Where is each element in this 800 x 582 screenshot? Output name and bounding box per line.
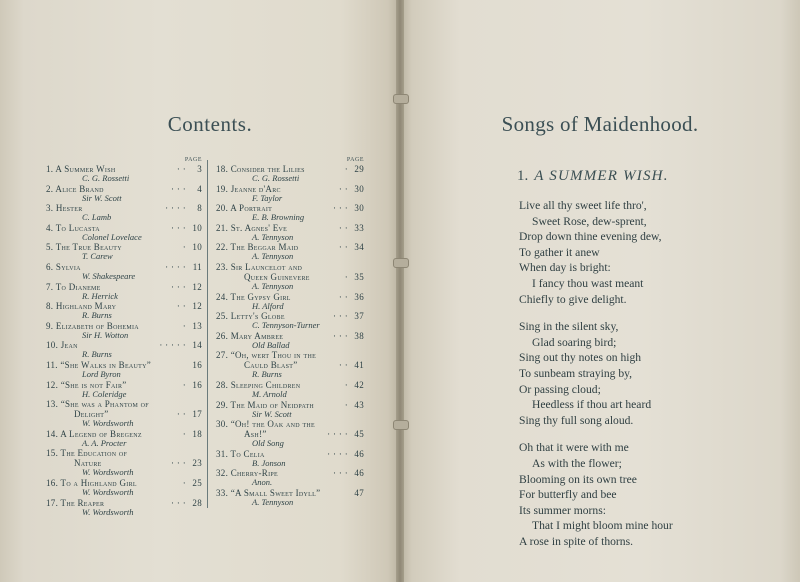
toc-leader-dots: · (182, 428, 186, 439)
toc-entry (216, 419, 366, 449)
poem-heading (517, 168, 669, 185)
toc-page-number: 45 (354, 429, 364, 440)
poem-line: To gather it anew (519, 245, 600, 259)
toc-entry-author: Sir W. Scott (82, 192, 122, 203)
toc-entry (216, 350, 366, 380)
poem-number: 1. (517, 168, 529, 184)
toc-leader-dots: · (344, 271, 348, 282)
toc-page-number: 17 (192, 409, 202, 420)
toc-entry (216, 184, 366, 204)
toc-page-number: 16 (192, 359, 202, 370)
poem-stanza (519, 198, 779, 307)
toc-leader-dots: · · (338, 183, 348, 194)
toc-entry (46, 203, 204, 223)
poem-line: Its summer morns: (519, 503, 606, 517)
toc-page-number: 37 (354, 311, 364, 322)
toc-entry (46, 184, 204, 204)
toc-page-number: 12 (192, 281, 202, 292)
toc-entry-author: A. Tennyson (252, 231, 294, 242)
toc-page-number: 30 (354, 203, 364, 214)
toc-page-number: 4 (197, 183, 202, 194)
toc-leader-dots: · · · (171, 183, 186, 194)
toc-entry-author: W. Wordsworth (82, 506, 134, 517)
toc-leader-dots: · · (338, 360, 348, 371)
toc-page-number: 10 (192, 222, 202, 233)
toc-entry-title: 33. “A Small Sweet Idyll” 47 (216, 487, 364, 498)
toc-leader-dots: · (182, 477, 186, 488)
toc-page-number: 42 (354, 379, 364, 390)
poem-line: Drop down thine evening dew, (519, 230, 662, 244)
toc-entry-title-cont: Nature · · · 23 (74, 458, 202, 469)
toc-entry-author: W. Wordsworth (82, 418, 134, 429)
poem-line: Sing out thy notes on high (519, 351, 642, 365)
toc-entry-title: 29. The Maid of Neidpath · 43 (216, 399, 364, 410)
toc-column-left (46, 157, 204, 517)
toc-page-number: 12 (192, 301, 202, 312)
toc-page-number: 29 (354, 164, 364, 174)
toc-leader-dots: · · (176, 301, 186, 312)
poem-line: Sing thy full song aloud. (519, 413, 634, 427)
toc-leader-dots: · · (176, 164, 186, 174)
toc-entry (46, 380, 204, 400)
toc-entry-title: 32. Cherry-Ripe · · · 46 (216, 468, 364, 479)
poem-line: To sunbeam straying by, (519, 366, 633, 380)
poem-stanza (519, 319, 779, 428)
toc-leader-dots: · · · (333, 311, 348, 322)
poem-line: When day is bright: (519, 261, 611, 275)
toc-leader-dots: · · · (171, 281, 186, 292)
poem-line: Or passing cloud; (519, 382, 601, 396)
toc-entry (46, 340, 204, 360)
toc-entry (216, 488, 366, 508)
toc-entry-author: Colonel Lovelace (82, 231, 142, 242)
toc-entry-author: A. A. Procter (82, 437, 127, 448)
poem-line: Sweet Rose, dew-sprent, (532, 214, 647, 228)
toc-entry (46, 282, 204, 302)
toc-leader-dots: · · · · (165, 203, 186, 214)
toc-entry-title: 15. The Education of (46, 448, 128, 459)
toc-entry-title: 10. Jean · · · · · 14 (46, 340, 202, 351)
toc-page-number: 46 (354, 448, 364, 459)
toc-entry-title: 24. The Gypsy Girl · · 36 (216, 291, 364, 302)
toc-entry-title-cont: Queen Guinevere · 35 (244, 271, 364, 282)
toc-entry-author: Lord Byron (82, 368, 121, 379)
toc-entry-title: 3. Hester · · · · 8 (46, 203, 202, 214)
toc-entry-author: C. G. Rossetti (252, 173, 300, 183)
toc-page-number: 47 (354, 487, 364, 498)
toc-entry (216, 380, 366, 400)
toc-entry-author: Sir H. Wotton (82, 329, 129, 340)
toc-entry (216, 331, 366, 351)
toc-entry (216, 242, 366, 262)
toc-page-number: 13 (192, 320, 202, 331)
toc-leader-dots: · · · · (165, 261, 186, 272)
poem-line: Sing in the silent sky, (519, 320, 619, 334)
column-divider (207, 160, 208, 508)
toc-entry (216, 311, 366, 331)
toc-leader-dots: · · · (333, 203, 348, 214)
poem-line: I fancy thou wast meant (532, 276, 644, 290)
toc-entry-author: M. Arnold (252, 388, 287, 399)
toc-entry-title: 19. Jeanne d'Arc · · 30 (216, 183, 364, 194)
toc-page-number: 43 (354, 399, 364, 410)
toc-entry (46, 321, 204, 341)
poem-line: Blooming on its own tree (519, 472, 637, 486)
toc-entry-author: H. Coleridge (82, 388, 127, 399)
toc-entry-author: C. G. Rossetti (82, 173, 130, 183)
toc-column-right (216, 157, 366, 508)
toc-entry-title: 2. Alice Brand · · · 4 (46, 183, 202, 194)
toc-entry-title: 14. A Legend of Bregenz · 18 (46, 428, 202, 439)
toc-entry-author: Old Ballad (252, 339, 290, 350)
toc-entry-title-cont: Delight” · · 17 (74, 409, 202, 420)
toc-entry-author: Old Song (252, 438, 284, 449)
toc-entry-title: 31. To Celia · · · · 46 (216, 448, 364, 459)
toc-entry-title: 11. “She Walks in Beauty” 16 (46, 359, 202, 370)
toc-page-number: 28 (192, 497, 202, 508)
toc-entry-title: 27. “Oh, wert Thou in the (216, 350, 317, 361)
toc-leader-dots: · (344, 399, 348, 410)
toc-leader-dots: · (182, 242, 186, 253)
toc-entry-title: 1. A Summer Wish · · 3 (46, 164, 202, 174)
toc-page-number: 14 (192, 340, 202, 351)
toc-entry-author: C. Tennyson-Turner (252, 320, 320, 331)
toc-entry-author: C. Lamb (82, 212, 112, 223)
toc-page-number: 35 (354, 271, 364, 282)
toc-entry-author: W. Wordsworth (82, 486, 134, 497)
toc-leader-dots: · · (176, 409, 186, 420)
toc-entry-author: A. Tennyson (252, 496, 294, 507)
toc-entry (46, 498, 204, 518)
toc-entry (46, 262, 204, 282)
binding-stitch (393, 94, 409, 104)
poem-line: Oh that it were with me (519, 441, 629, 455)
toc-entry (46, 242, 204, 262)
binding-stitch (393, 258, 409, 268)
toc-entry (46, 164, 204, 184)
toc-entry-title: 9. Elizabeth of Bohemia · 13 (46, 320, 202, 331)
toc-entry-author: R. Herrick (82, 290, 118, 301)
toc-entry-title: 7. To Dianeme · · · 12 (46, 281, 202, 292)
toc-entry (216, 203, 366, 223)
toc-entry (46, 478, 204, 498)
toc-entry-title: 23. Sir Launcelot and (216, 261, 303, 272)
toc-entry-title: 25. Letty's Globe · · · 37 (216, 311, 364, 322)
toc-entry-author: R. Burns (82, 310, 112, 321)
toc-entry (46, 223, 204, 243)
toc-entry-title: 12. “She is not Fair” · 16 (46, 379, 202, 390)
page-column-header: PAGE (184, 157, 202, 163)
toc-page-number: 16 (192, 379, 202, 390)
toc-page-number: 8 (197, 203, 202, 214)
toc-leader-dots: · · · · · (159, 340, 186, 351)
toc-entry-title: 21. St. Agnes' Eve · · 33 (216, 222, 364, 233)
toc-entry-author: Sir W. Scott (252, 408, 292, 419)
toc-leader-dots: · · (338, 222, 348, 233)
poem-line: For butterfly and bee (519, 488, 617, 502)
toc-leader-dots: · · · (171, 497, 186, 508)
poem-body (519, 198, 779, 561)
contents-title: Contents. (167, 112, 253, 136)
poem-line: A rose in spite of thorns. (519, 534, 633, 548)
page-column-header: PAGE (346, 157, 364, 163)
toc-entry (216, 400, 366, 420)
toc-leader-dots: · · · · (327, 448, 348, 459)
toc-entry (46, 301, 204, 321)
toc-entry-author: R. Burns (252, 369, 282, 380)
toc-entry (46, 360, 204, 380)
toc-entry-title: 28. Sleeping Children · 42 (216, 379, 364, 390)
toc-leader-dots: · · · (333, 330, 348, 341)
toc-entry (216, 468, 366, 488)
poem-line: As with the flower; (532, 456, 622, 470)
poem-line: That I might bloom mine hour (532, 519, 673, 533)
toc-entry (46, 429, 204, 449)
toc-entry-author: W. Shakespeare (82, 270, 136, 281)
toc-page-number: 23 (192, 458, 202, 469)
toc-entry-title: 17. The Reaper · · · 28 (46, 497, 202, 508)
toc-leader-dots: · · · · (327, 429, 348, 440)
toc-entry-title: 18. Consider the Lilies · 29 (216, 164, 364, 174)
poem-line: Glad soaring bird; (532, 335, 617, 349)
toc-page-number: 36 (354, 291, 364, 302)
toc-entry-author: A. Tennyson (252, 280, 294, 291)
toc-entry-author: W. Wordsworth (82, 467, 134, 478)
toc-page-number: 33 (354, 222, 364, 233)
toc-entry-title: 16. To a Highland Girl · 25 (46, 477, 202, 488)
toc-entry (216, 262, 366, 292)
toc-leader-dots: · (344, 164, 348, 174)
toc-page-number: 25 (192, 477, 202, 488)
toc-entry-title: 6. Sylvia · · · · 11 (46, 261, 202, 272)
toc-entry-author: T. Carew (82, 251, 113, 262)
poem-line: Live all thy sweet life thro', (519, 199, 647, 212)
toc-page-number: 41 (354, 360, 364, 371)
toc-entry-title-cont: Cauld Blast” · · 41 (244, 360, 364, 371)
book-gutter (396, 0, 404, 582)
toc-entry-title: 8. Highland Mary · · 12 (46, 301, 202, 312)
toc-entry-author: E. B. Browning (252, 212, 305, 223)
toc-entry-title: 4. To Lucasta · · · 10 (46, 222, 202, 233)
toc-entry (46, 399, 204, 429)
toc-entry-title: 20. A Portrait · · · 30 (216, 203, 364, 214)
poem-line: Heedless if thou art heard (532, 398, 652, 412)
toc-entry-author: F. Taylor (252, 192, 283, 203)
toc-page-number: 10 (192, 242, 202, 253)
toc-page-number: 3 (197, 164, 202, 174)
toc-entry-title: 5. The True Beauty · 10 (46, 242, 202, 253)
toc-entry (216, 292, 366, 312)
toc-entry-author: A. Tennyson (252, 251, 294, 262)
toc-entry (46, 448, 204, 478)
toc-leader-dots: · · (338, 291, 348, 302)
toc-entry-title: 13. “She was a Phantom of (46, 399, 149, 410)
toc-entry (216, 164, 366, 184)
toc-entry-title: 26. Mary Ambree · · · 38 (216, 330, 364, 341)
poem-line: Chiefly to give delight. (519, 292, 627, 306)
poem-stanza (519, 440, 779, 549)
toc-page-number: 11 (192, 261, 202, 272)
toc-leader-dots: · (344, 379, 348, 390)
toc-entry-author: R. Burns (82, 349, 112, 360)
poem-title: A SUMMER WISH. (534, 168, 669, 184)
toc-entry-author: H. Alford (252, 300, 284, 311)
toc-page-number: 38 (354, 330, 364, 341)
toc-entry-title: 30. “Oh! the Oak and the (216, 419, 316, 430)
binding-stitch (393, 420, 409, 430)
toc-entry-title-cont: Ash!” · · · · 45 (244, 429, 364, 440)
toc-leader-dots: · (182, 379, 186, 390)
toc-page-number: 18 (192, 428, 202, 439)
toc-page-number: 30 (354, 183, 364, 194)
toc-leader-dots: · · · (333, 468, 348, 479)
toc-entry (216, 223, 366, 243)
toc-leader-dots: · (182, 320, 186, 331)
songs-title: Songs of Maidenhood. (501, 112, 699, 136)
toc-entry-title: 22. The Beggar Maid · · 34 (216, 242, 364, 253)
toc-leader-dots: · · · (171, 458, 186, 469)
toc-entry-author: Anon. (252, 477, 273, 488)
toc-entry-author: B. Jonson (252, 457, 286, 468)
toc-leader-dots: · · (338, 242, 348, 253)
toc-entry (216, 449, 366, 469)
toc-page-number: 46 (354, 468, 364, 479)
toc-page-number: 34 (354, 242, 364, 253)
toc-leader-dots: · · · (171, 222, 186, 233)
